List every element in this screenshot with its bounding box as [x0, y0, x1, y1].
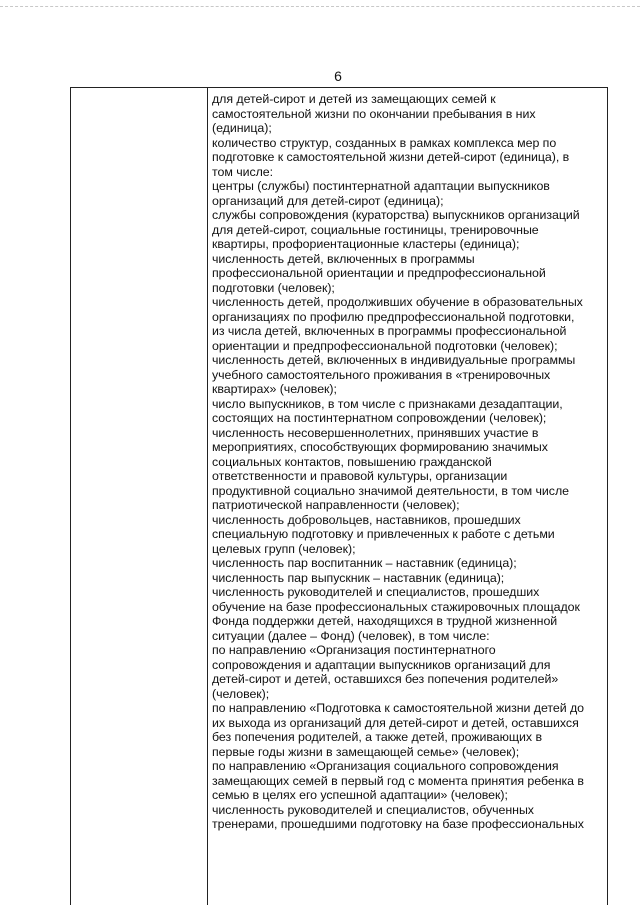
text-line: численность добровольцев, наставников, прошедших — [212, 512, 521, 527]
text-line: сопровождения и адаптации выпускников организаций для — [212, 657, 551, 672]
text-line: численность пар выпускник – наставник (единица); — [212, 570, 505, 585]
table-right-cell — [208, 88, 607, 905]
text-line: ориентации и предпрофессиональной подготовки (человек); — [212, 338, 558, 353]
text-line: из числа детей, включенных в программы профессиональной — [212, 324, 567, 338]
text-line: мероприятиях, способствующих формированию значимых — [212, 440, 548, 454]
text-line: подготовке к самостоятельной жизни детей-сирот (единица), в — [212, 150, 570, 164]
text-line: по направлению «Организация социального сопровождения — [212, 759, 559, 773]
text-line: по направлению «Организация постинтернатного — [212, 643, 496, 657]
text-line: обучение на базе профессиональных стажировочных площадок — [212, 599, 580, 614]
text-line: учебного самостоятельного проживания в «тренировочных — [212, 367, 551, 382]
text-line: без попечения родителей, а также детей, проживающих в — [212, 730, 542, 744]
text-line: численность детей, включенных в индивидуальные программы — [212, 353, 576, 367]
text-line: патриотической направленности (человек); — [212, 498, 460, 512]
text-line: организациях по профилю предпрофессиональной подготовки, — [212, 309, 575, 324]
text-line: численность руководителей и специалистов, прошедших — [212, 585, 540, 599]
text-line: число выпускников, в том числе с признаками дезадаптации, — [212, 396, 563, 411]
text-line: для детей-сирот, социальные гостиницы, тренировочные — [212, 222, 539, 237]
text-line: численность детей, включенных в программы — [212, 251, 475, 266]
text-line: первые годы жизни в замещающей семье» (человек); — [212, 744, 520, 759]
text-line: ответственности и правовой культуры, организации — [212, 469, 508, 483]
text-line: (единица); — [212, 121, 272, 135]
text-line: том числе: — [212, 164, 274, 179]
document-table — [70, 87, 608, 905]
text-line: центры (службы) постинтернатной адаптации выпускников — [212, 179, 550, 193]
text-line: детей-сирот и детей, оставшихся без попечения родителей» — [212, 672, 559, 686]
text-line: численность пар воспитанник – наставник (единица); — [212, 556, 517, 570]
text-line: замещающих семей в первый год с момента принятия ребенка в — [212, 773, 584, 788]
page-number: 6 — [334, 68, 342, 84]
text-line: профессиональной ориентации и предпрофессиональной — [212, 266, 546, 280]
text-line: численность несовершеннолетних, принявших участие в — [212, 425, 539, 440]
text-line: квартирах» (человек); — [212, 382, 337, 396]
text-line: организаций для детей-сирот (единица); — [212, 193, 444, 208]
text-line: для детей-сирот и детей из замещающих семей к — [212, 92, 496, 106]
text-line: (человек); — [212, 686, 270, 701]
text-line: их выхода из организаций для детей-сирот и детей, оставшихся — [212, 715, 579, 730]
text-line: по направлению «Подготовка к самостоятельной жизни детей до — [212, 701, 584, 715]
text-line: самостоятельной жизни по окончании пребывания в них — [212, 106, 536, 121]
text-line: службы сопровождения (кураторства) выпускников организаций — [212, 208, 580, 222]
text-line: состоящих на постинтернатном сопровождении (человек); — [212, 411, 547, 425]
text-line: количество структур, созданных в рамках комплекса мер по — [212, 135, 557, 150]
text-line: социальных контактов, повышению гражданской — [212, 454, 492, 469]
scan-edge-line — [0, 6, 640, 7]
text-line: подготовки (человек); — [212, 280, 335, 295]
text-line: квартиры, профориентационные кластеры (единица); — [212, 237, 520, 251]
text-line: специальную подготовку и привлеченных к работе с детьми — [212, 527, 555, 541]
text-line: Фонда поддержки детей, находящихся в трудной жизненной — [212, 614, 558, 628]
text-line: численность руководителей и специалистов, обученных — [212, 802, 534, 817]
text-line: семью в целях его успешной адаптации» (человек); — [212, 788, 508, 802]
text-line: целевых групп (человек); — [212, 541, 356, 556]
text-line: численность детей, продолживших обучение в образовательных — [212, 295, 583, 309]
text-line: тренерами, прошедшими подготовку на базе профессиональных — [212, 817, 584, 831]
table-left-cell — [71, 88, 208, 905]
text-line: ситуации (далее – Фонд) (человек), в том числе: — [212, 628, 490, 643]
text-line: продуктивной социально значимой деятельности, в том числе — [212, 483, 569, 498]
